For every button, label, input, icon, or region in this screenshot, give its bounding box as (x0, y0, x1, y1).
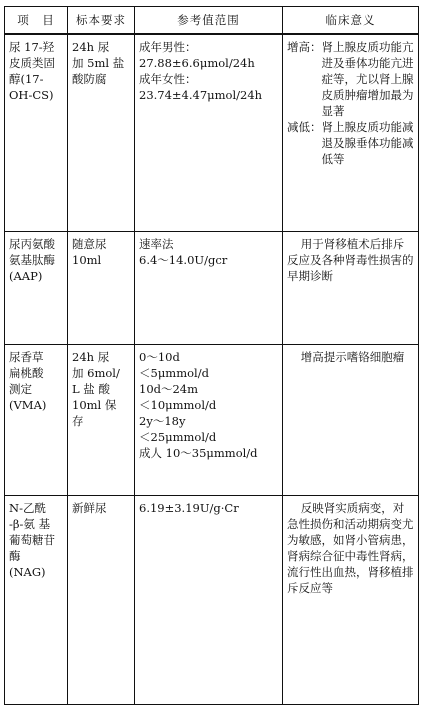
item-line: 尿香草 (9, 350, 44, 364)
significance-decrease (287, 119, 415, 167)
item-line: 醇(17- (9, 72, 44, 86)
specimen-line: 24h 尿 (72, 350, 110, 364)
specimen-line: 随意尿 (72, 237, 107, 251)
header-reference-range: 参考值范围 (135, 7, 283, 35)
table-row-nag (5, 496, 419, 705)
significance-text: 用于肾移植术后排斥反应及各种肾毒性损害的早期诊断 (287, 237, 414, 283)
item-line: N-乙酰 (9, 501, 46, 515)
reference-line: 6.19±3.19U/g·Cr (139, 501, 239, 515)
item-line: -β-氨 基 (9, 517, 51, 531)
specimen-line: L 盐 酸 (72, 382, 110, 396)
item-line: 葡萄糖苷 (9, 533, 55, 547)
reference-line: 2y～18y (139, 414, 186, 428)
decrease-text: 肾上腺皮质功能减退及腺垂体功能减低等 (321, 120, 414, 166)
reference-cell (135, 34, 283, 232)
reference-line: 速率法 (139, 237, 174, 251)
reference-line: ＜25μmmol/d (139, 430, 217, 444)
increase-text: 肾上腺皮质功能亢进及垂体功能亢进症等，尤以肾上腺皮质肿瘤增加最为显著 (321, 40, 414, 118)
table-row-vma (5, 345, 419, 496)
item-line: (VMA) (9, 398, 47, 412)
specimen-line: 10ml (72, 253, 102, 267)
specimen-cell (68, 496, 135, 705)
significance-cell (283, 232, 419, 345)
item-cell (5, 345, 68, 496)
reference-line: 6.4～14.0U/gcr (139, 253, 228, 267)
reference-line: 成人 10～35μmmol/d (139, 446, 258, 460)
specimen-line: 24h 尿 (72, 40, 110, 54)
specimen-line: 加 5ml 盐 (72, 56, 125, 70)
reference-line: ＜5μmmol/d (139, 366, 209, 380)
reference-line: 成年男性： (139, 40, 197, 54)
item-line: 尿 17-羟 (9, 40, 55, 54)
header-clinical-significance: 临床意义 (283, 7, 419, 35)
item-line: (NAG) (9, 565, 46, 579)
header-item: 项 目 (5, 7, 68, 35)
item-line: (AAP) (9, 269, 43, 283)
item-line: 氨基肽酶 (9, 253, 55, 267)
table-row-17-ohcs (5, 34, 419, 232)
specimen-line: 加 6mol/ (72, 366, 120, 380)
item-line: 测定 (9, 382, 32, 396)
reference-cell (135, 496, 283, 705)
item-line: 尿丙氨酸 (9, 237, 55, 251)
reference-table (4, 6, 419, 705)
item-line: 扁桃酸 (9, 366, 44, 380)
specimen-cell (68, 34, 135, 232)
reference-line: 10d～24m (139, 382, 199, 396)
item-cell (5, 496, 68, 705)
significance-text: 反映肾实质病变，对急性损伤和活动期病变尤为敏感，如肾小管病患，肾病综合征中毒性肾病，流行性出血热，肾移植排斥反应等 (287, 501, 414, 595)
reference-line: 0～10d (139, 350, 180, 364)
item-cell (5, 34, 68, 232)
reference-cell (135, 232, 283, 345)
specimen-cell (68, 345, 135, 496)
header-specimen: 标本要求 (68, 7, 135, 35)
significance-cell (283, 345, 419, 496)
specimen-line: 酸防腐 (72, 72, 107, 86)
item-line: OH-CS) (9, 88, 54, 102)
specimen-line: 存 (72, 414, 84, 428)
specimen-line: 新鲜尿 (72, 501, 107, 515)
significance-cell (283, 34, 419, 232)
item-line: 酶 (9, 549, 21, 563)
specimen-line: 10ml 保 (72, 398, 117, 412)
reference-line: 23.74±4.47μmol/24h (139, 88, 263, 102)
significance-cell (283, 496, 419, 705)
reference-line: ＜10μmmol/d (139, 398, 217, 412)
reference-cell (135, 345, 283, 496)
item-cell (5, 232, 68, 345)
table-row-aap (5, 232, 419, 345)
header-row (5, 7, 419, 35)
reference-line: 成年女性： (139, 72, 197, 86)
significance-text: 增高提示嗜铬细胞瘤 (300, 350, 405, 364)
specimen-cell (68, 232, 135, 345)
decrease-tag: 减低： (287, 120, 322, 134)
increase-tag: 增高： (287, 40, 322, 54)
significance-increase (287, 39, 415, 119)
item-line: 皮质类固 (9, 56, 55, 70)
reference-line: 27.88±6.6μmol/24h (139, 56, 255, 70)
